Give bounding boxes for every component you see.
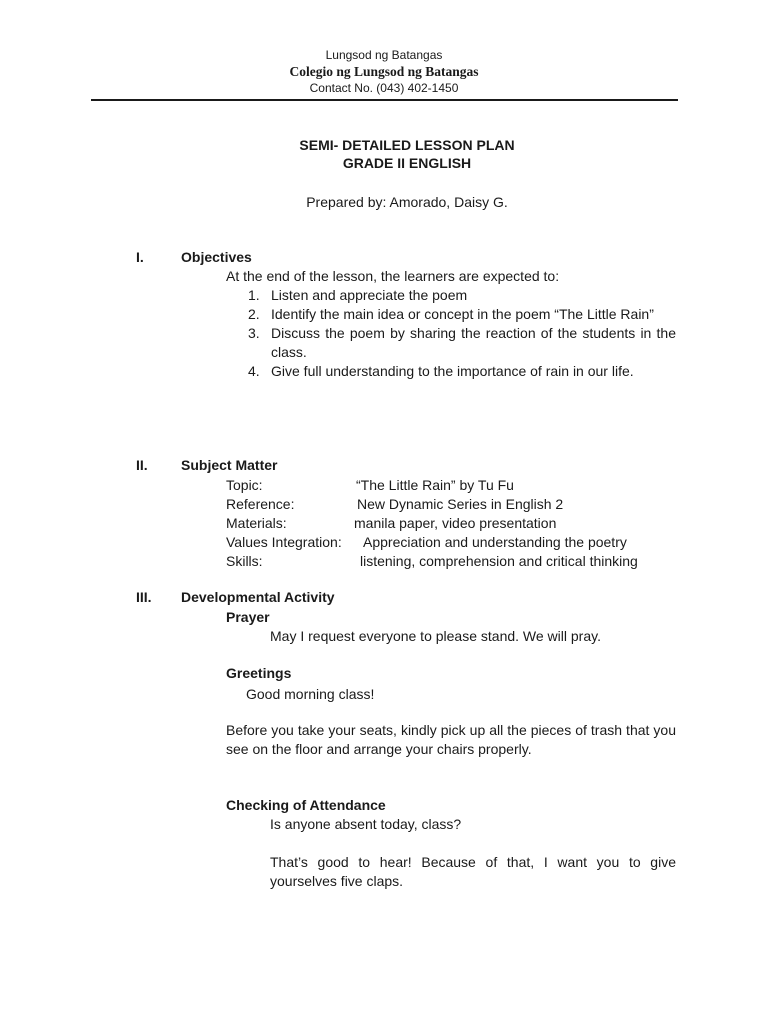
list-number: 1. (248, 287, 260, 303)
objectives-intro: At the end of the lesson, the learners are expected to: (226, 268, 560, 284)
subject-label-reference: Reference: (226, 496, 295, 512)
document-subtitle: GRADE II ENGLISH (342, 155, 472, 171)
section-heading-objectives: Objectives (181, 249, 252, 265)
attendance-paragraph: That’s good to hear! Because of that, I want you to give yourselves five claps. (270, 854, 676, 889)
contact-number: Contact No. (043) 402-1450 (309, 81, 459, 95)
greetings-text: Good morning class! (246, 686, 375, 702)
prayer-text: May I request everyone to please stand. We will pray. (270, 628, 601, 644)
subject-label-values: Values Integration: (226, 534, 342, 550)
school-name: Colegio ng Lungsod ng Batangas (289, 64, 479, 79)
document-title: SEMI- DETAILED LESSON PLAN (299, 137, 515, 153)
section-numeral-subject-matter: II. (136, 457, 148, 473)
subject-value-skills: listening, comprehension and critical thinking (360, 553, 638, 569)
list-number: 2. (248, 306, 260, 322)
list-item-text: Listen and appreciate the poem (271, 287, 468, 303)
list-item-text: Discuss the poem by sharing the reaction of the students in the class. (271, 325, 676, 360)
section-heading-subject-matter: Subject Matter (181, 457, 278, 473)
list-item (248, 324, 676, 362)
list-item (248, 305, 676, 324)
list-number: 4. (248, 363, 260, 379)
prepared-by: Prepared by: Amorado, Daisy G. (306, 194, 508, 210)
header-divider (91, 99, 678, 101)
subject-value-reference: New Dynamic Series in English 2 (357, 496, 564, 512)
section-numeral-objectives: I. (136, 249, 144, 265)
subject-label-materials: Materials: (226, 515, 287, 531)
subject-value-topic: “The Little Rain” by Tu Fu (356, 477, 514, 493)
list-item-text: Identify the main idea or concept in the poem “The Little Rain” (271, 306, 654, 322)
greetings-paragraph: Before you take your seats, kindly pick up all the pieces of trash that you see on the floor and arrange your chairs properly. (226, 722, 676, 757)
subject-value-materials: manila paper, video presentation (354, 515, 557, 531)
objectives-list (248, 286, 676, 381)
section-heading-developmental: Developmental Activity (181, 589, 335, 605)
subheading-prayer: Prayer (226, 609, 270, 625)
list-number: 3. (248, 325, 260, 341)
section-numeral-developmental: III. (136, 589, 152, 605)
subject-label-skills: Skills: (226, 553, 263, 569)
list-item (248, 286, 676, 305)
subheading-attendance: Checking of Attendance (226, 797, 386, 813)
city-name: Lungsod ng Batangas (325, 48, 443, 62)
list-item-text: Give full understanding to the importance of rain in our life. (271, 363, 634, 379)
list-item (248, 362, 676, 381)
subheading-greetings: Greetings (226, 665, 292, 681)
subject-label-topic: Topic: (226, 477, 263, 493)
attendance-question: Is anyone absent today, class? (270, 816, 462, 832)
subject-value-values: Appreciation and understanding the poetry (363, 534, 627, 550)
